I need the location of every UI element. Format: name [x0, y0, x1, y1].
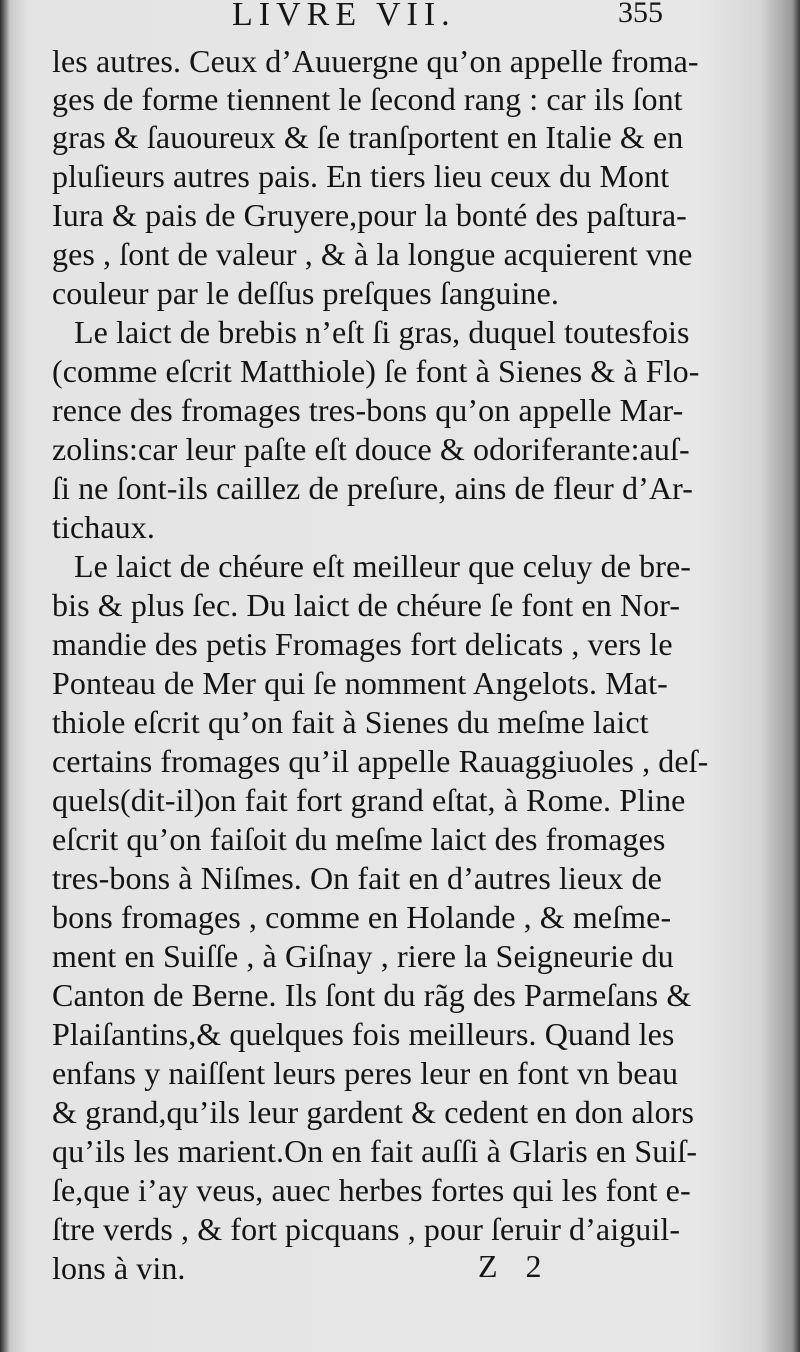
text-line: couleur par le deſſus preſques ſanguine. [52, 275, 559, 311]
text-line: ſtre verds , & fort picquans , pour ſeruir d’aiguil- [52, 1211, 681, 1247]
text-line: zolins:car leur paſte eſt douce & odoriferante:auſ- [52, 431, 690, 467]
text-line: eſcrit qu’on faiſoit du meſme laict des fromages [52, 821, 666, 857]
text-line: ſe,que i’ay veus, auec herbes fortes qui les font e- [52, 1172, 691, 1208]
text-line: mandie des petis Fromages fort delicats , vers le [52, 626, 673, 662]
running-head: LIVRE VII. [232, 0, 456, 33]
text-line: ſi ne ſont-ils caillez de preſure, ains de fleur d’Ar- [52, 470, 693, 506]
page-header [0, 0, 800, 33]
text-line: Plaiſantins,& quelques fois meilleurs. Quand les [52, 1016, 675, 1052]
text-line: enfans y naiſſent leurs peres leur en font vn beau [52, 1055, 679, 1091]
paragraph-start-line: Le laict de brebis n’eſt ſi gras, duquel toutesfois [74, 314, 690, 350]
text-line: pluſieurs autres pais. En tiers lieu ceux du Mont [52, 158, 670, 194]
text-line: ment en Suiſſe , à Giſnay , riere la Seigneurie du [52, 938, 674, 974]
text-line: (comme eſcrit Matthiole) ſe font à Sienes & à Flo- [52, 353, 700, 389]
text-line: Canton de Berne. Ils ſont du rãg des Parmeſans & [52, 977, 692, 1013]
text-line: bis & plus ſec. Du laict de chéure ſe font en Nor- [52, 587, 681, 623]
text-line: qu’ils les marient.On en fait auſſi à Glaris en Suiſ- [52, 1133, 698, 1169]
text-line: les autres. Ceux d’Auuergne qu’on appelle froma- [52, 43, 699, 79]
text-line: certains fromages qu’il appelle Rauaggiuoles , deſ- [52, 743, 709, 779]
text-line: Ponteau de Mer qui ſe nomment Angelots. Mat- [52, 665, 668, 701]
text-line: bons fromages , comme en Holande , & meſme- [52, 899, 672, 935]
text-line: ges , ſont de valeur , & à la longue acquierent vne [52, 236, 693, 272]
text-line: thiole eſcrit qu’on fait à Sienes du meſme laict [52, 704, 649, 740]
text-line: tres-bons à Niſmes. On fait en d’autres lieux de [52, 860, 662, 896]
text-line: rence des fromages tres-bons qu’on appelle Mar- [52, 392, 684, 428]
text-line: & grand,qu’ils leur gardent & cedent en don alors [52, 1094, 695, 1130]
page-number: 355 [618, 0, 663, 29]
text-line: ges de forme tiennent le ſecond rang : car ils ſont [52, 81, 683, 117]
signature-mark: Z 2 [478, 1248, 552, 1284]
paragraph-start-line: Le laict de chéure eſt meilleur que celuy de bre- [74, 548, 692, 584]
text-line: Iura & pais de Gruyere,pour la bonté des paſtura- [52, 197, 687, 233]
text-line: tichaux. [52, 509, 155, 545]
text-line: lons à vin. [52, 1250, 186, 1286]
text-line: gras & ſauoureux & ſe tranſportent en Italie & en [52, 119, 684, 155]
text-line: quels(dit-il)on fait fort grand eſtat, à Rome. Pline [52, 782, 686, 818]
